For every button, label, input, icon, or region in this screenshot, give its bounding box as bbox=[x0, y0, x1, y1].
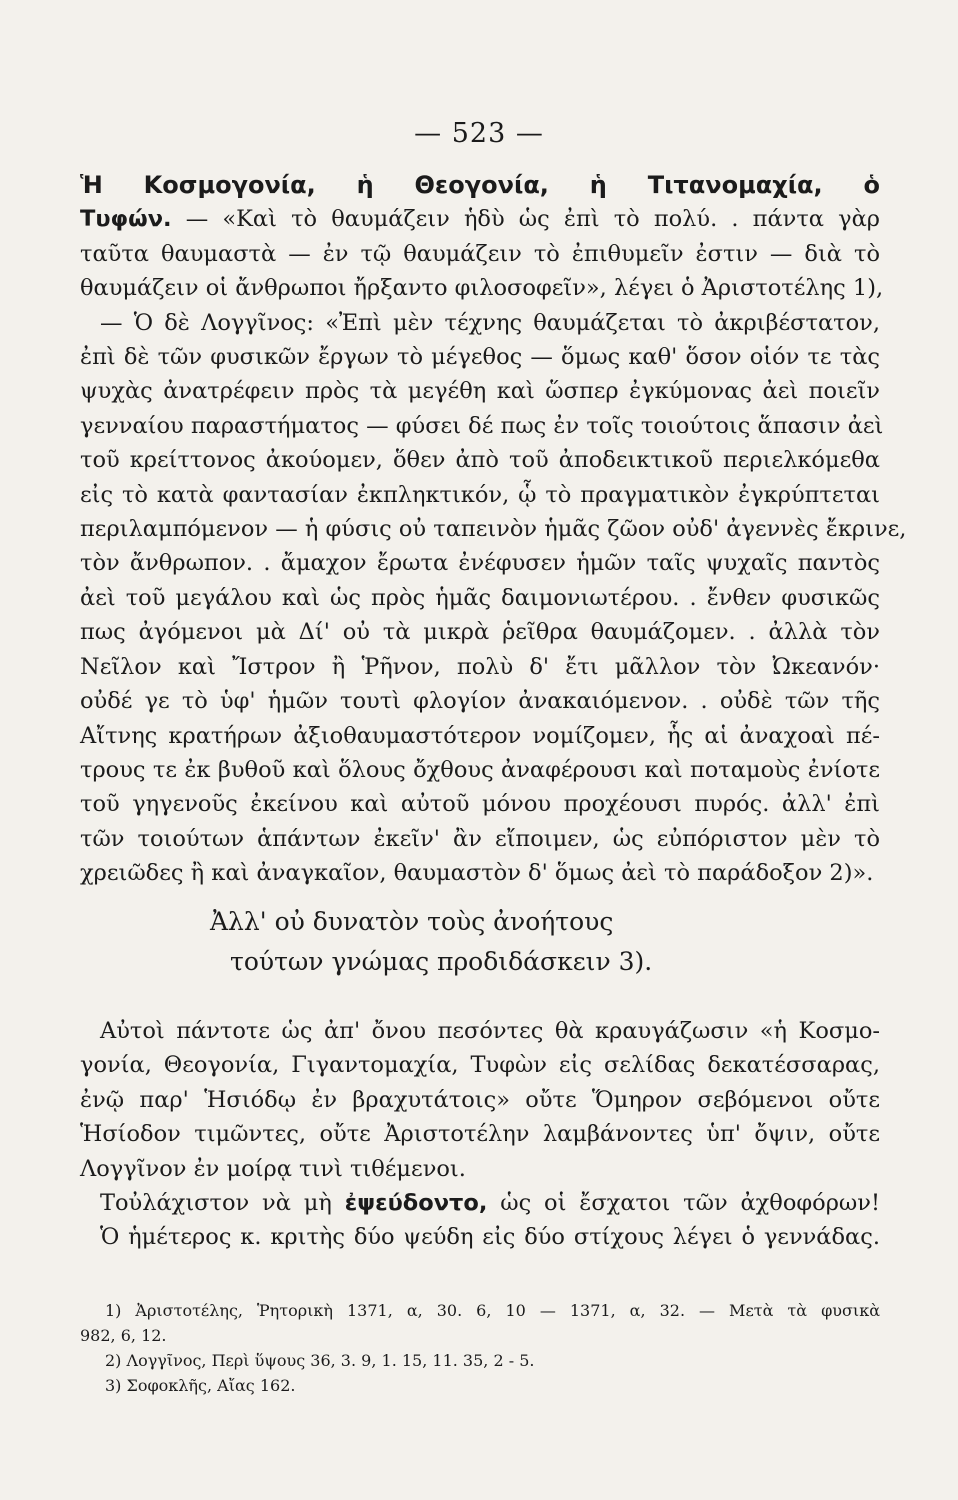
verse-quote bbox=[210, 902, 770, 982]
text-line: τὸν ἄνθρωπον. . ἄμαχον ἔρωτα ἐνέφυσεν ἡμῶν ταῖς ψυχαῖς παντὸς bbox=[80, 550, 880, 577]
text-line: Αἴτνης κρατήρων ἀξιοθαυμαστότερον νομίζομεν, ἧς αἱ ἀναχοαὶ πέ- bbox=[80, 722, 880, 749]
footnote-1-cont: 982, 6, 12. bbox=[80, 1326, 167, 1345]
section-heading bbox=[80, 168, 880, 202]
text-line: Νεῖλον καὶ Ἴστρον ἢ Ῥῆνον, πολὺ δ' ἔτι μᾶλλον τὸν Ὠκεανόν· bbox=[80, 653, 880, 680]
text-line: τῶν τοιούτων ἁπάντων ἐκεῖν' ἂν εἴποιμεν, ὡς εὐπόριστον μὲν τὸ bbox=[80, 825, 880, 852]
page-number: — 523 — bbox=[414, 118, 544, 149]
text-line-content: — «Καὶ τὸ θαυμάζειν ἡδὺ ὡς ἐπὶ τὸ πολύ. . πάντα γὰρ bbox=[185, 206, 880, 233]
heading-title-cont: Τυφών. bbox=[80, 206, 172, 233]
footnote-3: 3) Σοφοκλῆς, Αἴας 162. bbox=[105, 1376, 296, 1395]
text-line bbox=[80, 202, 880, 236]
verse-line: Ἀλλ' οὐ δυνατὸν τοὺς ἀνοήτους bbox=[210, 907, 614, 936]
text-line: Ἡσίοδον τιμῶντες, οὔτε Ἀριστοτέλην λαμβάνοντες ὑπ' ὄψιν, οὔτε bbox=[80, 1121, 880, 1148]
text-line: Λογγῖνον ἐν μοίρᾳ τινὶ τιθέμενοι. bbox=[80, 1155, 466, 1182]
verse-line: τούτων γνώμας προδιδάσκειν 3). bbox=[230, 947, 653, 976]
text-line: ἐπὶ δὲ τῶν φυσικῶν ἔργων τὸ μέγεθος — ὅμως καθ' ὅσον οἱόν τε τὰς bbox=[80, 344, 880, 371]
text-line: Ὁ ἡμέτερος κ. κριτὴς δύο ψεύδη εἰς δύο στίχους λέγει ὁ γεννάδας. bbox=[100, 1224, 880, 1251]
text-line: περιλαμπόμενον — ἡ φύσις οὐ ταπεινὸν ἡμᾶς ζῶον οὐδ' ἀγεννὲς ἔκρινε, bbox=[80, 516, 907, 543]
emphasis-word: ἐψεύδοντο, bbox=[344, 1190, 488, 1217]
text-line: ἀεὶ τοῦ μεγάλου καὶ ὡς πρὸς ἡμᾶς δαιμονιωτέρου. . ἔνθεν φυσικῶς bbox=[80, 584, 880, 611]
text-line: Αὐτοὶ πάντοτε ὡς ἀπ' ὄνου πεσόντες θὰ κραυγάζωσιν «ἡ Κοσμο- bbox=[100, 1018, 880, 1044]
text-line: τοῦ γηγενοῦς ἐκείνου καὶ αὐτοῦ μόνου προχέουσι πυρός. ἀλλ' ἐπὶ bbox=[80, 791, 880, 818]
heading-title: Ἡ Κοσμογονία, ἡ Θεογονία, ἡ Τιτανομαχία, ὁ bbox=[80, 171, 880, 199]
text-line: ταῦτα θαυμαστὰ — ἐν τῷ θαυμάζειν τὸ ἐπιθυμεῖν ἐστιν — διὰ τὸ bbox=[80, 240, 880, 267]
footnotes bbox=[80, 1298, 880, 1398]
footnote-1: 1) Ἀριστοτέλης, Ῥητορικὴ 1371, α, 30. 6, 10 — 1371, α, 32. — Μετὰ τὰ φυσικὰ bbox=[105, 1301, 880, 1320]
text-line: χρειῶδες ἢ καὶ ἀναγκαῖον, θαυμαστὸν δ' ὅμως ἀεὶ τὸ παράδοξον 2)». bbox=[80, 860, 874, 887]
text-fragment: Τοὐλάχιστον νὰ μὴ bbox=[100, 1190, 345, 1217]
text-line: ψυχὰς ἀνατρέφειν πρὸς τὰ μεγέθη καὶ ὥσπερ ἐγκύμονας ἀεὶ ποιεῖν bbox=[80, 378, 880, 405]
text-line: τρους τε ἐκ βυθοῦ καὶ ὅλους ὄχθους ἀναφέρουσι καὶ ποταμοὺς ἐνίοτε bbox=[80, 756, 880, 783]
closing-paragraph bbox=[80, 1014, 880, 1255]
text-line: πως ἀγόμενοι μὰ Δί' οὐ τὰ μικρὰ ῥεῖθρα θαυμάζομεν. . ἀλλὰ τὸν bbox=[80, 619, 880, 646]
text-fragment: ὡς οἱ ἔσχατοι τῶν ἀχθοφόρων! bbox=[487, 1190, 880, 1217]
text-line: — Ὁ δὲ Λογγῖνος: «Ἐπὶ μὲν τέχνης θαυμάζεται τὸ ἀκριβέστατον, bbox=[100, 309, 880, 336]
text-line: γενναίου παραστήματος — φύσει δέ πως ἐν τοῖς τοιούτοις ἅπασιν ἀεὶ bbox=[80, 412, 884, 439]
footnote-2: 2) Λογγῖνος, Περὶ ὕψους 36, 3. 9, 1. 15, 11. 35, 2 - 5. bbox=[105, 1351, 535, 1370]
text-line: ἐνῷ παρ' Ἡσιόδῳ ἐν βραχυτάτοις» οὔτε Ὅμηρον σεβόμενοι οὔτε bbox=[80, 1086, 880, 1113]
text-line: εἰς τὸ κατὰ φαντασίαν ἐκπληκτικόν, ᾧ τὸ πραγματικὸν ἐγκρύπτεται bbox=[80, 481, 880, 508]
text-line: οὐδέ γε τὸ ὑφ' ἡμῶν τουτὶ φλογίον ἀνακαιόμενον. . οὐδὲ τῶν τῆς bbox=[80, 688, 880, 715]
main-text-block bbox=[80, 168, 907, 891]
text-line: γονία, Θεογονία, Γιγαντομαχία, Τυφὼν εἰς σελίδας δεκατέσσαρας, bbox=[80, 1052, 880, 1079]
text-line: θαυμάζειν οἱ ἄνθρωποι ἤρξαντο φιλοσοφεῖν», λέγει ὁ Ἀριστοτέλης 1), bbox=[80, 275, 884, 302]
text-line bbox=[80, 1186, 880, 1220]
text-line: τοῦ κρείττονος ἀκούομεν, ὅθεν ἀπὸ τοῦ ἀποδεικτικοῦ περιελκόμεθα bbox=[80, 447, 880, 474]
